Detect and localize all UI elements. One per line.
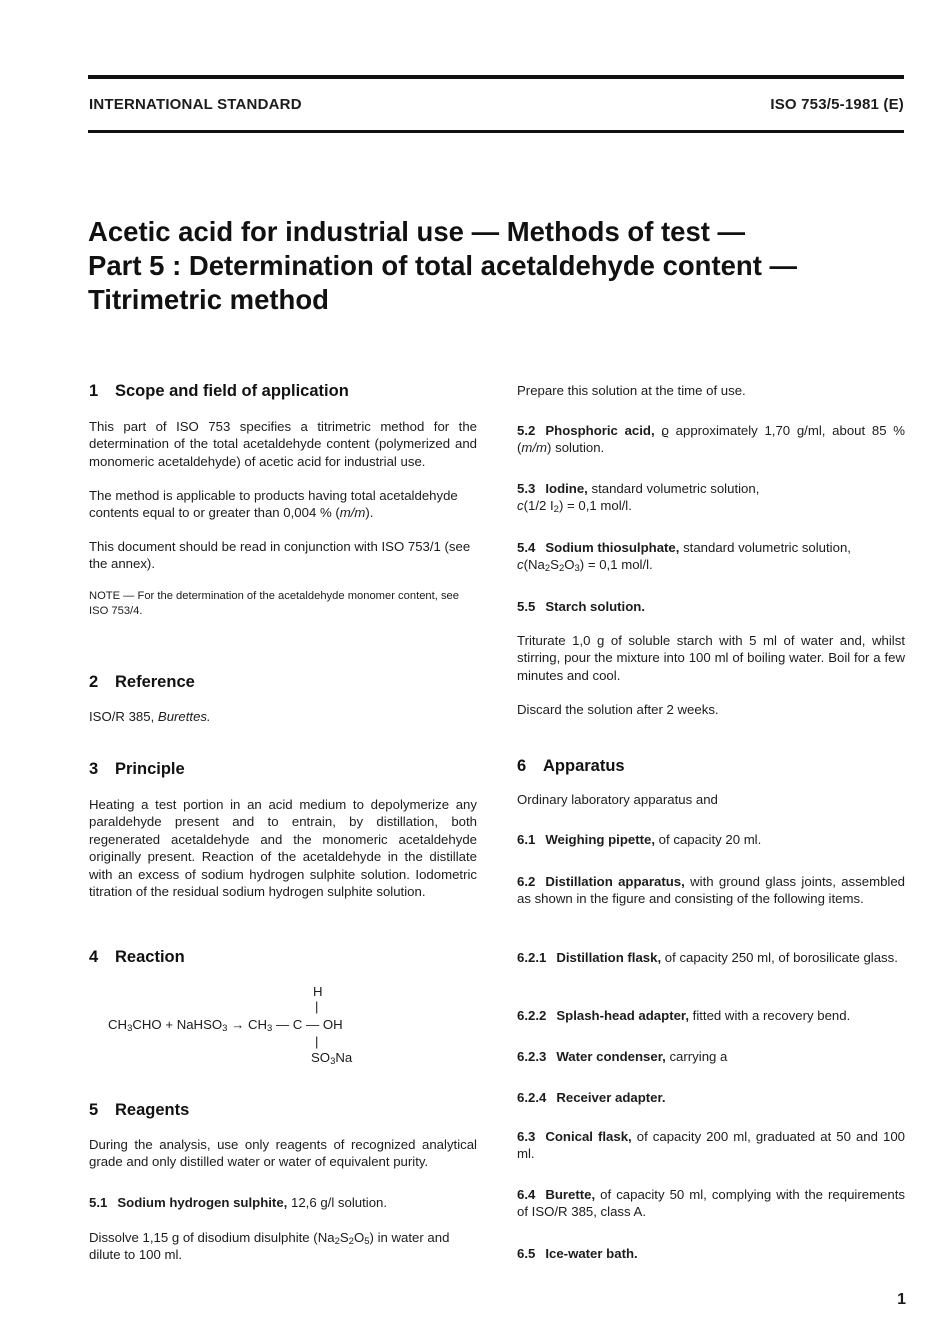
header-standard-number: ISO 753/5-1981 (E)	[770, 96, 904, 113]
item-6-2-3: 6.2.3 Water condenser, carrying a	[517, 1049, 728, 1064]
page-number: 1	[897, 1291, 906, 1308]
item-6-2-2: 6.2.2 Splash-head adapter, fitted with a recovery bend.	[517, 1008, 851, 1023]
item-6-1: 6.1 Weighing pipette, of capacity 20 ml.	[517, 832, 762, 847]
section-5-heading: 5 Reagents	[89, 1101, 190, 1119]
title-line-3: Titrimetric method	[88, 284, 329, 315]
section-5-para-1: During the analysis, use only reagents of recognized analytical grade and only distilled water or water of equivalent purity.	[89, 1137, 477, 1170]
item-6-4: 6.4 Burette, of capacity 50 ml, complying with the requirements of ISO/R 385, class A.	[517, 1187, 905, 1220]
item-6-2: 6.2 Distillation apparatus, with ground glass joints, assembled as shown in the figure and consisting of the following items.	[517, 874, 905, 907]
section-6-heading: 6 Apparatus	[517, 757, 625, 775]
item-5-4: 5.4 Sodium thiosulphate, standard volumetric solution, $c(Na_2S_2O_3) = 0,1$ mol/l.	[517, 540, 851, 575]
item-5-2: 5.2 Phosphoric acid, ϱ approximately 1,70 g/ml, about 85 % (m/m) solution.	[517, 423, 905, 456]
item-5-1-note: Prepare this solution at the time of use.	[517, 383, 746, 398]
title-line-1: Acetic acid for industrial use — Methods of test —	[88, 216, 746, 247]
section-2-reference: ISO/R 385, Burettes.	[89, 709, 211, 724]
item-5-1: 5.1 Sodium hydrogen sulphite, 12,6 g/l solution.	[89, 1195, 388, 1210]
section-3-para-1: Heating a test portion in an acid medium to depolymerize any paraldehyde present and to entrain, by distillation, both regenerated acetaldehyde and the monomeric acetaldehyde originally present. Reaction of the acetaldehyde in the distillate with an excess of sodium hydrogen sulphite solution. Iodometric titration of the residual sodium hydrogen sulphite solution.	[89, 797, 477, 900]
title-line-2: Part 5 : Determination of total acetaldehyde content —	[88, 250, 798, 281]
section-1-para-3: This document should be read in conjunction with ISO 753/1 (see the annex).	[89, 539, 471, 572]
item-6-5: 6.5 Ice-water bath.	[517, 1246, 638, 1261]
item-5-5-para-2: Discard the solution after 2 weeks.	[517, 702, 719, 717]
item-5-5: 5.5 Starch solution.	[517, 599, 645, 614]
item-6-3: 6.3 Conical flask, of capacity 200 ml, graduated at 50 and 100 ml.	[517, 1129, 905, 1162]
item-6-2-1: 6.2.1 Distillation flask, of capacity 250 ml, of borosilicate glass.	[517, 950, 898, 965]
section-3-heading: 3 Principle	[89, 760, 185, 778]
document-title	[88, 215, 908, 317]
reaction-main-line: $CH_3CHO$ + NaHSO$_3$ → $CH_3$ — C — OH	[108, 1017, 343, 1034]
item-6-2-4: 6.2.4 Receiver adapter.	[517, 1090, 666, 1105]
section-4-heading: 4 Reaction	[89, 948, 185, 966]
section-1-para-1: This part of ISO 753 specifies a titrimetric method for the determination of the total acetaldehyde content (polymerized and monomeric acetaldehyde) of acetic acid for industrial use.	[89, 419, 477, 469]
header-rule-bottom	[88, 130, 904, 133]
item-5-3: 5.3 Iodine, standard volumetric solution, c(1/2 $I_2) = 0,1$ mol/l.	[517, 481, 760, 516]
item-5-5-para-1: Triturate 1,0 g of soluble starch with 5 ml of water and, whilst stirring, pour the mixture into 100 ml of boiling water. Boil for a few minutes and cool.	[517, 633, 905, 683]
section-6-para-1: Ordinary laboratory apparatus and	[517, 792, 718, 807]
section-1-note: NOTE — For the determination of the acetaldehyde monomer content, see ISO 753/4.	[89, 590, 460, 617]
header-standard-type: INTERNATIONAL STANDARD	[89, 96, 302, 113]
header-rule-top	[88, 75, 904, 79]
reaction-so3na: $SO_3Na$	[311, 1050, 353, 1067]
section-2-heading: 2 Reference	[89, 673, 195, 691]
item-5-1-instructions: Dissolve 1,15 g of disodium disulphite $(Na_2S_2O_5)$ in water and dilute to 100 ml.	[89, 1230, 450, 1263]
section-1-heading: 1 Scope and field of application	[89, 382, 349, 400]
section-1-para-2: The method is applicable to products having total acetaldehyde contents equal to or greater than 0,004 % (m/m).	[89, 488, 458, 521]
